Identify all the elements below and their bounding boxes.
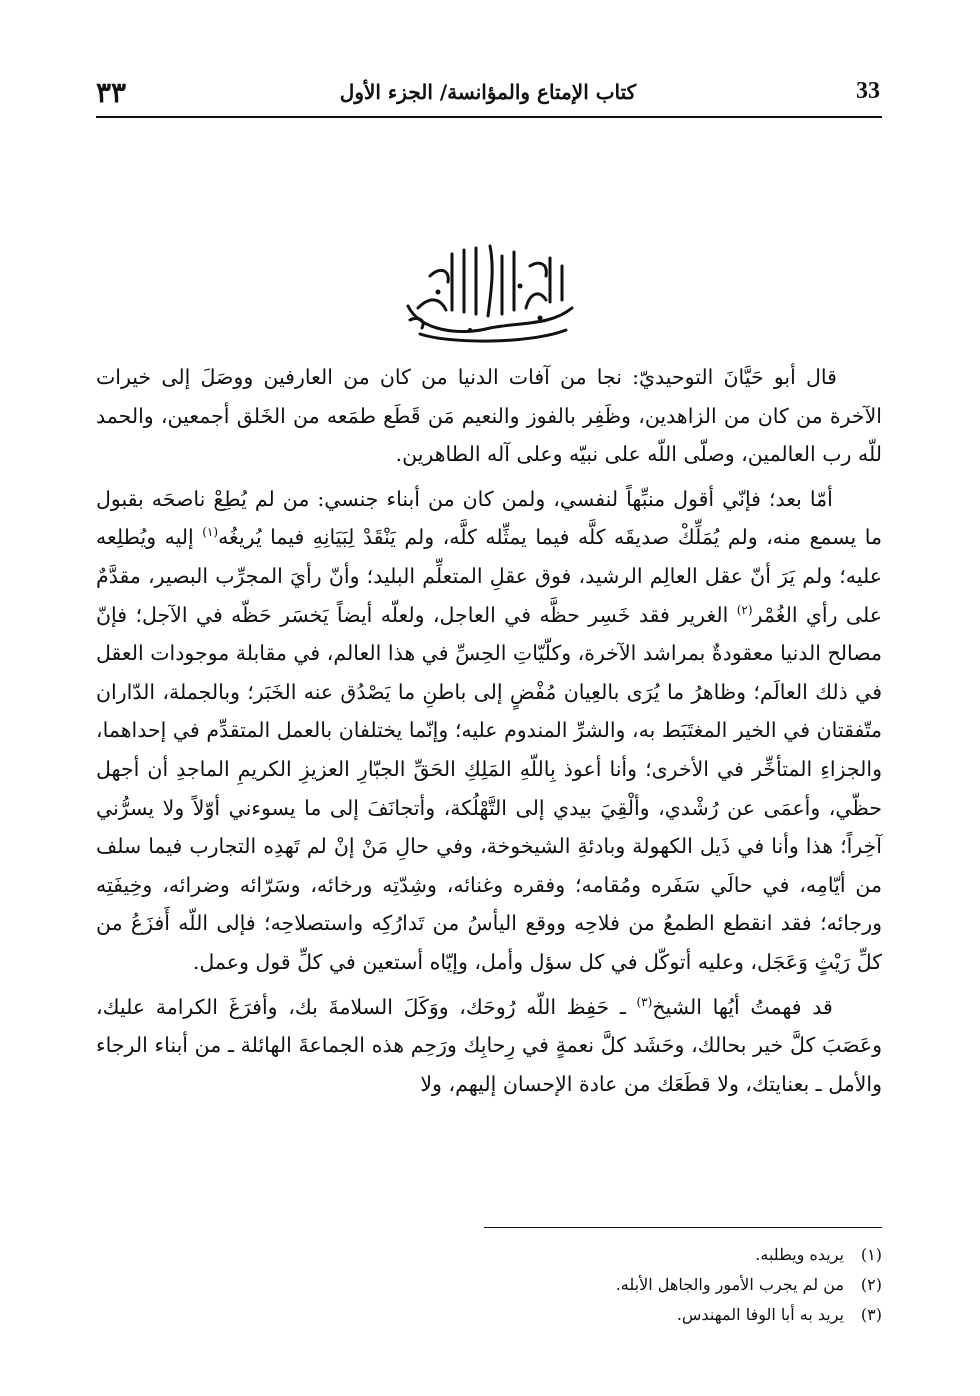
footnote-number: (١) [860,1245,882,1264]
footnote-text: يريده ويطلبه. [755,1245,844,1264]
footnote-text: يريد به أبا الوفا المهندس. [676,1305,844,1324]
footnote-1 [482,1240,882,1270]
paragraph-3 [96,988,882,1104]
main-text [96,358,882,1109]
footnote-number: (٢) [860,1275,882,1294]
basmala-calligraphy-icon [390,236,590,348]
footnote-number: (٣) [860,1305,882,1324]
header-rule [96,116,882,118]
paragraph-2 [96,480,882,982]
footnote-3 [482,1300,882,1330]
paragraph-text: ـ حَفِظ اللّه رُوحَك، ووَكَلَ السلامةَ بك، وأفرَغَ الكرامة عليك، وعَصَبَ كلَّ خير بحالك، وحَشَد كلَّ نعمةٍ في رِحابِك ورَحِم هذه الجماعةَ الهائلة ـ من أبناء الرجاء والأمل ـ بعنايتك، ولا قطَعَك من عادة الإحسان إليهم، ولا [96,994,882,1096]
footnote-marker: (١) [202,525,219,540]
paragraph-text: قال أبو حَيَّانَ التوحيديّ: نجا من آفات الدنيا من كان من العارفين ووصَلَ إلى خيرات الآخرة من كان من الزاهدين، وظَفِر بالفوز والنعيم مَن قَطَع طمَعه من الخَلق أجمعين، والحمد للّه رب العالمين، وصلّى اللّه على نبيّه وعلى آله الطاهرين. [96,365,882,467]
paragraph-text: الغرير فقد خَسِر حظَّه في العاجل، ولعلّه أيضاً يَخسَر حَظّه في الآجل؛ فإنّ مصالح الدنيا معقودةٌ بمراشد الآخرة، وكلّيّاتِ الحِسِّ في هذا العالم، في مقابلة موجودات العقل في ذلك العالَم؛ وظاهرُ ما يُرَى بالعِيان مُفْضٍ إلى باطنِ ما يَصْدُق عنه الخَبَر؛ وبالجملة، الدّاران متّفقتان في الخير المغتَبَط به، والشرِّ المندوم عليه؛ وإنّما يختلفان بالعمل المتقدِّم في إحداهما، والجزاءِ المتأخِّر في الأخرى؛ وأنا أعوذ بِاللّهِ المَلِكِ الحَقِّ الجبّارِ العزيزِ الكريمِ الماجدِ أن أجهل حظّي، وأعمَى عن رُشْدي، وألْقِيَ بيدي إلى التَّهْلُكة، وأتجانَفَ إلى ما يسوءني أوّلاً ولا يسرُّني آخِراً؛ هذا وأنا في ذَيل الكهولة وبادئةِ الشيخوخة، وفي حالِ مَنْ إنْ لم تَهدِه التجارب فيما سلف من أيّامِه، في حالَي سَفَره ومُقامه؛ وفقره وغنائه، وشِدّتِه ورخائه، وسَرّائه وضرائه، وخِيفَتِه ورجائه؛ فقد انقطع الطمعُ من فلاحِه ووقع اليأسُ من تَدارُكِه واستصلاحِه؛ فإلى اللّه أَفزَعُ من كلِّ رَيْثٍ وَعَجَل، وعليه أتوكّل في كل سؤل وأمل، وإيّاه أستعين في كلِّ قول وعمل. [96,602,882,974]
footnote-marker: (٢) [736,602,753,617]
footnotes [482,1240,882,1330]
paragraph-text: أمّا بعد؛ فإنّي أقول منبِّهاً لنفسي، ولمن كان من أبناء جنسي: من لم يُطِعْ ناصحَه بقبول ما يسمع منه، ولم يُمَلِّكْ صديقَه كلَّه فيما يمثِّله كلَّه، ولم يَنْقَدْ لِبَيَانِهِ فيما يُريغُه [96,486,882,550]
footnote-2 [482,1270,882,1300]
paragraph-1 [96,358,882,474]
basmala-calligraphy [390,236,590,348]
paragraph-text: قد فهمتُ أيُها الشيخ [652,994,833,1019]
footnote-text: من لم يجرب الأمور والجاهل الأبله. [615,1275,844,1294]
footnote-marker: (٣) [636,994,653,1009]
running-header [96,74,880,114]
page-number-arabic: ٣٣ [96,76,127,109]
footnote-rule [484,1227,882,1228]
running-title: كتاب الإمتاع والمؤانسة/ الجزء الأول [339,80,637,104]
page-number-latin: 33 [856,78,880,104]
paragraph-text: إليه ويُطلِعه عليه؛ ولم يَرَ أنّ عقل العالِم الرشيد، فوق عقلِ المتعلِّم البليد؛ وأنّ رأيَ المجرِّب البصير، مقدَّمٌ على رأي الغُمْر [96,525,882,627]
